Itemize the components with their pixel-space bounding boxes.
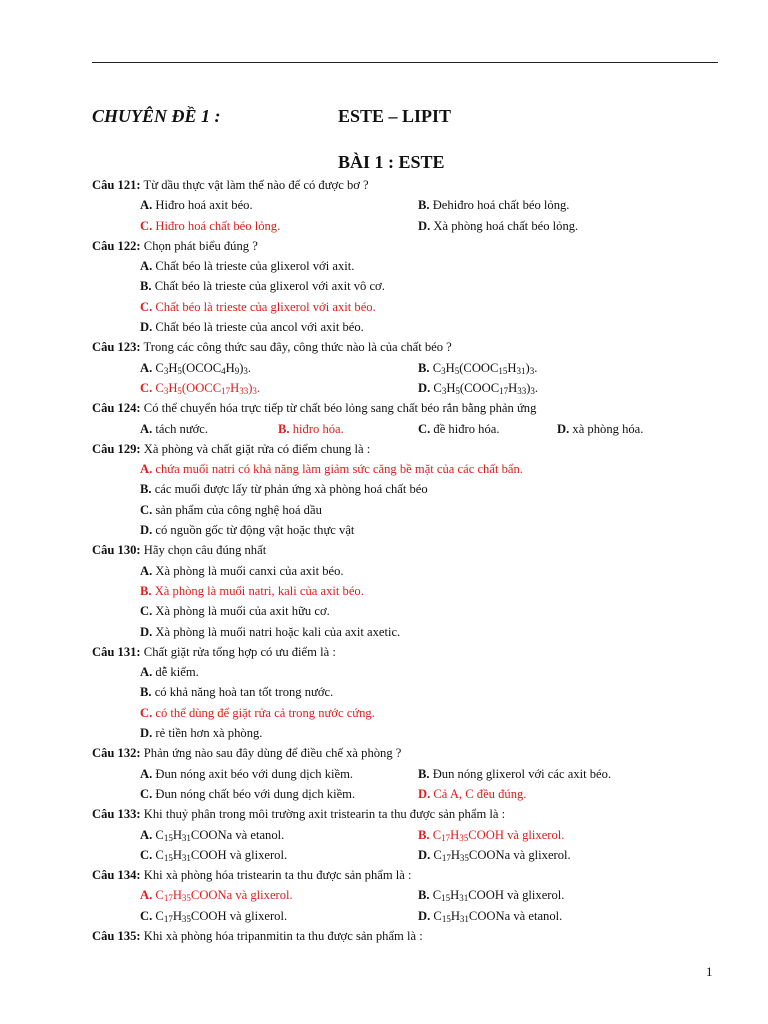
option-letter: D. bbox=[140, 624, 153, 639]
option-letter: A. bbox=[140, 360, 153, 375]
option-letter: A. bbox=[140, 462, 153, 477]
answer-option bbox=[140, 767, 353, 782]
answer-row bbox=[0, 257, 768, 277]
question-row bbox=[0, 237, 768, 257]
question-number: Câu 122: bbox=[92, 238, 141, 253]
answer-row bbox=[0, 683, 768, 703]
answer-option bbox=[140, 219, 280, 234]
answer-option bbox=[418, 787, 526, 802]
option-letter: C. bbox=[140, 908, 153, 923]
question-number: Câu 121: bbox=[92, 178, 141, 192]
answer-option bbox=[140, 259, 354, 274]
option-text: Chất béo là trieste của glixerol với axit béo. bbox=[152, 299, 376, 314]
answer-option bbox=[140, 909, 287, 924]
answer-option bbox=[557, 422, 643, 437]
option-letter: C. bbox=[140, 604, 153, 619]
option-text: hiđro hóa. bbox=[289, 421, 344, 436]
question-number: Câu 123: bbox=[92, 340, 141, 355]
option-text: $C_{17}H_{35}COOH$ và glixerol. bbox=[429, 827, 565, 843]
question-prompt: Có thể chuyển hóa trực tiếp từ chất béo lỏng sang chất béo rắn bằng phản ứng bbox=[140, 401, 537, 416]
answer-row bbox=[0, 826, 768, 846]
option-text: $C_{17}H_{35}COONa$ và glixerol. bbox=[152, 888, 293, 904]
option-text: Đun nóng glixerol với các axit béo. bbox=[429, 766, 612, 781]
answer-option bbox=[140, 726, 262, 741]
option-letter: D. bbox=[418, 908, 431, 923]
question-row bbox=[0, 805, 768, 825]
option-text: Xà phòng là muối của axit hữu cơ. bbox=[152, 604, 330, 619]
question-row bbox=[0, 744, 768, 764]
option-letter: C. bbox=[140, 705, 153, 720]
answer-option bbox=[140, 320, 364, 335]
question-prompt: Từ dầu thực vật làm thế nào để có được bơ ? bbox=[140, 178, 369, 192]
answer-row bbox=[0, 501, 768, 521]
option-text: rẻ tiền hơn xà phòng. bbox=[152, 726, 263, 741]
option-text: $C_3H_5(OOCC_{17}H_{33})_3$. bbox=[152, 380, 261, 396]
question-prompt: Trong các công thức sau đây, công thức nào là của chất béo ? bbox=[140, 340, 452, 355]
option-letter: B. bbox=[140, 685, 152, 700]
question-number: Câu 124: bbox=[92, 401, 141, 416]
option-letter: C. bbox=[140, 218, 153, 233]
option-text: Đun nóng axit béo với dung dịch kiềm. bbox=[152, 766, 354, 781]
answer-option bbox=[418, 828, 564, 843]
question-number: Câu 134: bbox=[92, 868, 141, 883]
answer-row bbox=[0, 277, 768, 297]
option-text: $C_{15}H_{31}COOH$ và glixerol. bbox=[429, 888, 565, 904]
option-letter: C. bbox=[418, 421, 431, 436]
option-text: $C_{15}H_{31}COOH$ và glixerol. bbox=[152, 847, 288, 863]
answer-option bbox=[140, 685, 333, 700]
answer-row bbox=[0, 521, 768, 541]
question-text bbox=[92, 645, 336, 660]
option-letter: C. bbox=[140, 380, 153, 395]
chapter-label: CHUYÊN ĐỀ 1 : bbox=[92, 106, 221, 126]
option-letter: C. bbox=[140, 786, 153, 801]
page-number: 1 bbox=[706, 964, 713, 979]
option-text: $C_{15}H_{31}COONa$ và etanol. bbox=[152, 827, 285, 843]
lesson-title: BÀI 1 : ESTE bbox=[338, 152, 445, 172]
answer-option bbox=[418, 848, 571, 863]
question-row bbox=[0, 866, 768, 886]
option-letter: B. bbox=[418, 198, 430, 213]
option-text: Chất béo là trieste của glixerol với axit vô cơ. bbox=[151, 279, 385, 294]
option-letter: A. bbox=[140, 421, 153, 436]
question-number: Câu 133: bbox=[92, 807, 141, 822]
answer-option bbox=[140, 198, 253, 213]
option-letter: C. bbox=[140, 847, 153, 862]
option-letter: D. bbox=[418, 218, 431, 233]
option-text: có thể dùng để giặt rửa cả trong nước cứng. bbox=[152, 705, 375, 720]
answer-row bbox=[0, 196, 768, 216]
answer-option bbox=[278, 422, 344, 437]
answer-option bbox=[418, 381, 538, 396]
question-text bbox=[92, 929, 423, 944]
option-letter: D. bbox=[557, 421, 570, 436]
option-letter: B. bbox=[140, 583, 152, 598]
option-letter: A. bbox=[140, 259, 153, 274]
option-letter: A. bbox=[140, 563, 153, 578]
answer-option bbox=[418, 422, 500, 437]
option-text: Xà phòng là muối natri, kali của axit béo. bbox=[151, 583, 364, 598]
answer-row bbox=[0, 379, 768, 399]
option-letter: A. bbox=[140, 888, 153, 903]
question-prompt: Phản ứng nào sau đây dùng để điều chế xà phòng ? bbox=[140, 746, 402, 761]
option-letter: C. bbox=[140, 299, 153, 314]
answer-option bbox=[418, 767, 611, 782]
answer-row bbox=[0, 217, 768, 237]
question-text bbox=[92, 807, 505, 822]
question-row bbox=[0, 643, 768, 663]
option-letter: C. bbox=[140, 502, 153, 517]
answer-option bbox=[140, 888, 293, 903]
option-text: xà phòng hóa. bbox=[569, 421, 644, 436]
option-letter: A. bbox=[140, 766, 153, 781]
chapter-topic: ESTE – LIPIT bbox=[338, 106, 452, 126]
option-text: Cả A, C đều đúng. bbox=[430, 786, 527, 801]
answer-option bbox=[140, 300, 376, 315]
option-text: tách nước. bbox=[152, 421, 209, 436]
option-text: có nguồn gốc từ động vật hoặc thực vật bbox=[152, 523, 355, 538]
option-text: Hiđro hoá chất béo lỏng. bbox=[152, 218, 281, 233]
answer-row bbox=[0, 623, 768, 643]
answer-row bbox=[0, 724, 768, 744]
answer-option bbox=[140, 503, 322, 518]
answer-row bbox=[0, 886, 768, 906]
option-letter: B. bbox=[418, 888, 430, 903]
question-number: Câu 130: bbox=[92, 543, 141, 558]
answer-row bbox=[0, 318, 768, 338]
question-row bbox=[0, 541, 768, 561]
answer-option bbox=[140, 361, 251, 376]
option-letter: B. bbox=[418, 766, 430, 781]
answer-option bbox=[140, 625, 400, 640]
option-letter: D. bbox=[418, 847, 431, 862]
question-text bbox=[92, 401, 536, 416]
question-text bbox=[92, 868, 412, 883]
question-prompt: Hãy chọn câu đúng nhất bbox=[140, 543, 267, 558]
question-text bbox=[92, 239, 258, 254]
answer-option bbox=[140, 523, 354, 538]
option-text: $C_3H_5(OCOC_4H_9)_3$. bbox=[152, 360, 252, 376]
option-text: $C_3H_5(COOC_{15}H_{31})_3$. bbox=[429, 360, 538, 376]
question-text bbox=[92, 178, 369, 193]
question-prompt: Chất giặt rửa tổng hợp có ưu điểm là : bbox=[140, 644, 336, 659]
answer-option bbox=[418, 888, 564, 903]
option-text: Xà phòng hoá chất béo lỏng. bbox=[430, 218, 579, 233]
answer-option bbox=[418, 198, 569, 213]
answer-option bbox=[140, 706, 375, 721]
option-text: Xà phòng là muối natri hoặc kali của axit axetic. bbox=[152, 624, 401, 639]
option-text: đề hiđro hóa. bbox=[430, 421, 500, 436]
option-letter: D. bbox=[418, 786, 431, 801]
option-text: Chất béo là trieste của ancol với axit béo. bbox=[152, 320, 364, 335]
option-letter: B. bbox=[140, 482, 152, 497]
option-text: các muối được lấy từ phản ứng xà phòng hoá chất béo bbox=[151, 482, 428, 497]
question-text bbox=[92, 442, 370, 457]
option-letter: B. bbox=[278, 421, 290, 436]
option-text: có khả năng hoà tan tốt trong nước. bbox=[151, 685, 334, 700]
option-letter: A. bbox=[140, 827, 153, 842]
answer-row bbox=[0, 704, 768, 724]
option-text: $C_{17}H_{35}COOH$ và glixerol. bbox=[152, 908, 288, 924]
question-prompt: Khi xà phòng hóa tripanmitin ta thu được sản phẩm là : bbox=[140, 928, 423, 943]
option-text: $C_{15}H_{31}COONa$ và etanol. bbox=[430, 908, 563, 924]
question-text bbox=[92, 340, 452, 355]
option-text: Chất béo là trieste của glixerol với axit. bbox=[152, 259, 355, 274]
option-letter: D. bbox=[140, 523, 153, 538]
answer-row bbox=[0, 562, 768, 582]
answer-row bbox=[0, 785, 768, 805]
question-row bbox=[0, 927, 768, 947]
answer-option bbox=[140, 604, 330, 619]
answer-option bbox=[418, 909, 562, 924]
question-row bbox=[0, 338, 768, 358]
option-text: $C_{17}H_{35}COONa$ và glixerol. bbox=[430, 847, 571, 863]
answer-option bbox=[140, 381, 260, 396]
answer-option bbox=[418, 361, 537, 376]
answer-option bbox=[140, 564, 344, 579]
answer-option bbox=[140, 828, 284, 843]
answer-row bbox=[0, 460, 768, 480]
option-text: Đun nóng chất béo với dung dịch kiềm. bbox=[152, 786, 356, 801]
option-letter: B. bbox=[418, 827, 430, 842]
answer-option bbox=[140, 422, 208, 437]
answer-row bbox=[0, 765, 768, 785]
question-number: Câu 132: bbox=[92, 746, 141, 761]
option-text: Xà phòng là muối canxi của axit béo. bbox=[152, 563, 344, 578]
option-text: chứa muối natri có khả năng làm giảm sức căng bề mặt của các chất bẩn. bbox=[152, 462, 523, 477]
answer-row bbox=[0, 582, 768, 602]
option-letter: A. bbox=[140, 665, 153, 680]
answer-option bbox=[140, 665, 199, 680]
question-text bbox=[92, 543, 266, 558]
question-number: Câu 131: bbox=[92, 644, 141, 659]
answer-option bbox=[140, 462, 523, 477]
answer-row bbox=[0, 846, 768, 866]
option-letter: B. bbox=[418, 360, 430, 375]
question-prompt: Khi xà phòng hóa tristearin ta thu được sản phẩm là : bbox=[140, 868, 412, 883]
answer-row bbox=[0, 602, 768, 622]
answer-option bbox=[140, 787, 355, 802]
question-row bbox=[0, 399, 768, 419]
question-number: Câu 129: bbox=[92, 441, 141, 456]
option-letter: A. bbox=[140, 198, 153, 213]
option-letter: B. bbox=[140, 279, 152, 294]
question-prompt: Xà phòng và chất giặt rửa có điểm chung là : bbox=[140, 441, 371, 456]
answer-option bbox=[418, 219, 578, 234]
option-text: dễ kiếm. bbox=[152, 665, 199, 680]
option-letter: D. bbox=[140, 726, 153, 741]
header-rule bbox=[92, 62, 718, 63]
answer-option bbox=[140, 482, 428, 497]
answer-row bbox=[0, 298, 768, 318]
question-row bbox=[0, 440, 768, 460]
answer-option bbox=[140, 848, 287, 863]
option-letter: D. bbox=[140, 320, 153, 335]
option-text: Đehiđro hoá chất béo lỏng. bbox=[429, 198, 570, 213]
question-row bbox=[0, 176, 768, 196]
question-number: Câu 135: bbox=[92, 928, 141, 943]
option-text: sản phẩm của công nghệ hoá dầu bbox=[152, 502, 322, 517]
answer-row bbox=[0, 907, 768, 927]
answer-row bbox=[0, 420, 768, 440]
question-list bbox=[0, 176, 768, 947]
answer-row bbox=[0, 663, 768, 683]
answer-option bbox=[140, 584, 364, 599]
answer-option bbox=[140, 279, 385, 294]
option-text: $C_3H_5(COOC_{17}H_{33})_3$. bbox=[430, 380, 539, 396]
answer-row bbox=[0, 480, 768, 500]
question-prompt: Chọn phát biểu đúng ? bbox=[140, 238, 258, 253]
question-prompt: Khi thuỷ phân trong môi trường axit tristearin ta thu được sản phẩm là : bbox=[140, 807, 506, 822]
option-text: Hiđro hoá axit béo. bbox=[152, 198, 253, 213]
question-text bbox=[92, 746, 401, 761]
answer-row bbox=[0, 359, 768, 379]
option-letter: D. bbox=[418, 380, 431, 395]
